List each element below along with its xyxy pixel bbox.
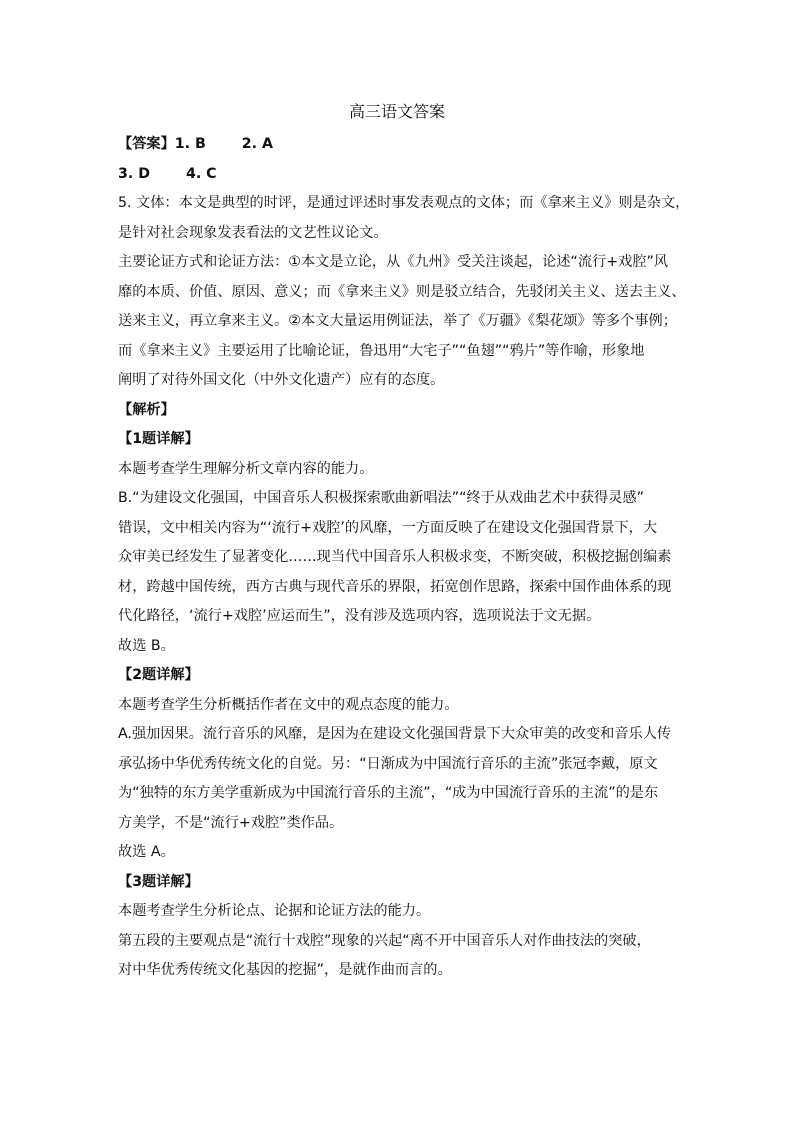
q1-line: 材，跨越中国传统，西方古典与现代音乐的界限，拓宽创作思路，探索中国作曲体系的现	[118, 578, 672, 595]
answers-line-1	[118, 130, 688, 160]
q3-line: 对中华优秀传统文化基因的挖掘”，是就作曲而言的。	[118, 962, 452, 978]
q5-line: 主要论证方式和论证方法：①本文是立论，从《九州》受关注谈起，论述“流行+戏腔”风	[118, 254, 669, 270]
q1-header: 【1题详解】	[118, 431, 199, 447]
q5-line: 而《拿来主义》主要运用了比喻论证，鲁迅用“大宅子”“鱼翅”“鸦片”等作喻，形象地	[118, 342, 645, 359]
answers-line-2	[118, 160, 688, 190]
page-title: 高三语文答案	[348, 102, 445, 121]
q5-line: 送来主义，再立拿来主义。②本文大量运用例证法，举了《万疆》《梨花颂》等多个事例；	[118, 313, 677, 329]
q2-line: 承弘扬中华优秀传统文化的自觉。另：“日渐成为中国流行音乐的主流”张冠李戴，原文	[118, 755, 658, 772]
q3-line: 本题考查学生分析论点、论据和论证方法的能力。	[118, 903, 431, 919]
q3-header: 【3题详解】	[118, 873, 199, 890]
answer-tag: 【答案】	[118, 136, 175, 152]
q1-line: 本题考查学生理解分析文章内容的能力。	[118, 460, 374, 477]
q5-line: 5. 文体：本文是典型的时评，是通过评述时事发表观点的文体；而《拿来主义》则是杂文，	[118, 195, 690, 211]
q5-line: 靡的本质、价值、原因、意义；而《拿来主义》则是驳立结合，先驳闭关主义、送去主义、	[118, 283, 686, 300]
q2-line: A.强加因果。流行音乐的风靡，是因为在建设文化强国背景下大众审美的改变和音乐人传	[118, 726, 672, 742]
q2-line: 本题考查学生分析概括作者在文中的观点态度的能力。	[118, 696, 459, 713]
q5-line: 是针对社会现象发表看法的文艺性议论文。	[118, 224, 388, 241]
q2-line: 方美学，不是“流行+戏腔”类作品。	[118, 814, 344, 831]
q2-header: 【2题详解】	[118, 667, 199, 683]
q2-line: 故选 A。	[118, 844, 175, 860]
q2-line: 为“独特的东方美学重新成为中国流行音乐的主流”，“成为中国流行音乐的主流”的是东	[118, 785, 659, 801]
q3-line: 第五段的主要观点是“流行十戏腔”现象的兴起“离不开中国音乐人对作曲技法的突破，	[118, 932, 651, 949]
q1-line: 众审美已经发生了显著变化……现当代中国音乐人积极求变，不断突破，积极挖掘创编素	[118, 549, 672, 565]
answer-3: 3. D	[118, 165, 150, 182]
answer-4: 4. C	[185, 165, 217, 182]
q1-line: 代化路径，‘流行+戏腔’应运而生”，没有涉及选项内容，选项说法于文无据。	[118, 608, 601, 624]
document-body	[118, 130, 688, 986]
q1-line: B.“为建设文化强国，中国音乐人积极探索歌曲新唱法”“终于从戏曲艺术中获得灵感”	[118, 490, 645, 506]
answer-2: 2. A	[241, 136, 273, 152]
q5-line: 阐明了对待外国文化（中外文化遗产）应有的态度。	[118, 372, 445, 388]
analysis-tag: 【解析】	[118, 401, 175, 418]
q1-line: 错误，文中相关内容为“‘流行+戏腔’的风靡，一方面反映了在建设文化强国背景下，大	[118, 519, 658, 536]
answer-1: 1. B	[174, 136, 206, 152]
q1-line: 故选 B。	[118, 637, 175, 654]
